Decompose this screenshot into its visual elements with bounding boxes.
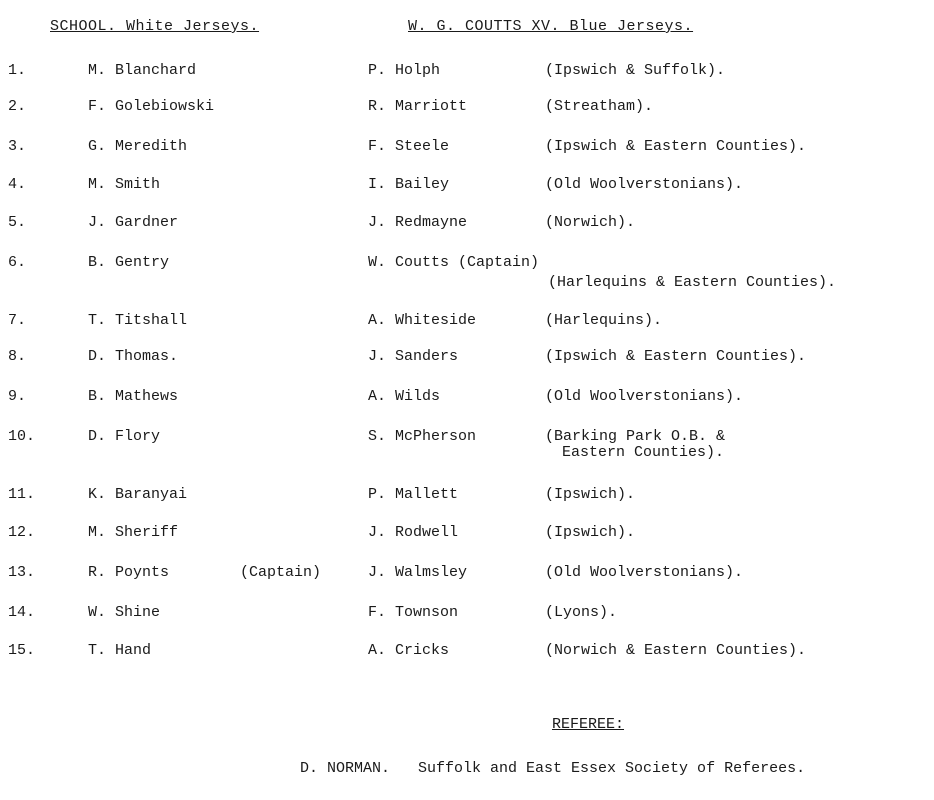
position-number: 8.: [8, 348, 27, 365]
visitor-player: J. Sanders: [368, 348, 459, 365]
school-player: G. Meredith: [88, 138, 188, 155]
visitor-player: A. Whiteside: [368, 312, 477, 329]
school-player: D. Thomas.: [88, 348, 179, 365]
school-player: T. Titshall: [88, 312, 188, 329]
visitor-player: W. Coutts (Captain): [368, 254, 540, 271]
visitor-club: (Barking Park O.B. &: [545, 428, 726, 445]
visitor-club: (Ipswich).: [545, 524, 636, 541]
position-number: 5.: [8, 214, 27, 231]
school-player: B. Mathews: [88, 388, 179, 405]
visitor-player: A. Cricks: [368, 642, 450, 659]
visitor-club: Eastern Counties).: [562, 444, 725, 461]
position-number: 3.: [8, 138, 27, 155]
visitor-club: (Ipswich & Eastern Counties).: [545, 348, 807, 365]
referee-label: REFEREE:: [552, 716, 625, 733]
visitor-player: J. Walmsley: [368, 564, 468, 581]
position-number: 4.: [8, 176, 27, 193]
referee-name: D. NORMAN.: [300, 760, 391, 777]
school-player: D. Flory: [88, 428, 161, 445]
visitor-club: (Ipswich).: [545, 486, 636, 503]
school-player: B. Gentry: [88, 254, 170, 271]
visitor-club: (Lyons).: [545, 604, 618, 621]
visitor-club: (Old Woolverstonians).: [545, 564, 744, 581]
school-player: T. Hand: [88, 642, 152, 659]
position-number: 13.: [8, 564, 36, 581]
visitor-club: (Old Woolverstonians).: [545, 388, 744, 405]
position-number: 6.: [8, 254, 27, 271]
school-player: K. Baranyai: [88, 486, 188, 503]
visitor-player: J. Rodwell: [368, 524, 459, 541]
position-number: 10.: [8, 428, 36, 445]
visitor-player: R. Marriott: [368, 98, 468, 115]
position-number: 12.: [8, 524, 36, 541]
visitor-club: (Norwich).: [545, 214, 636, 231]
school-player: W. Shine: [88, 604, 161, 621]
visitor-player: F. Townson: [368, 604, 459, 621]
visitor-club: (Ipswich & Eastern Counties).: [545, 138, 807, 155]
position-number: 7.: [8, 312, 27, 329]
school-player: M. Sheriff: [88, 524, 179, 541]
visitor-player: I. Bailey: [368, 176, 450, 193]
visitor-player: F. Steele: [368, 138, 450, 155]
visitors-header: W. G. COUTTS XV. Blue Jerseys.: [408, 18, 694, 35]
position-number: 1.: [8, 62, 27, 79]
position-number: 9.: [8, 388, 27, 405]
captain-note: (Captain): [240, 564, 322, 581]
visitor-club: (Ipswich & Suffolk).: [545, 62, 726, 79]
visitor-club: (Old Woolverstonians).: [545, 176, 744, 193]
position-number: 14.: [8, 604, 36, 621]
position-number: 11.: [8, 486, 36, 503]
visitor-player: P. Mallett: [368, 486, 459, 503]
visitor-player: J. Redmayne: [368, 214, 468, 231]
school-player: F. Golebiowski: [88, 98, 215, 115]
visitor-player: S. McPherson: [368, 428, 477, 445]
visitor-club: (Norwich & Eastern Counties).: [545, 642, 807, 659]
visitor-club: (Harlequins).: [545, 312, 663, 329]
position-number: 15.: [8, 642, 36, 659]
school-player: J. Gardner: [88, 214, 179, 231]
visitor-player: A. Wilds: [368, 388, 441, 405]
school-header: SCHOOL. White Jerseys.: [50, 18, 260, 35]
school-player: M. Smith: [88, 176, 161, 193]
school-player: R. Poynts: [88, 564, 170, 581]
visitor-player: P. Holph: [368, 62, 441, 79]
school-player: M. Blanchard: [88, 62, 197, 79]
position-number: 2.: [8, 98, 27, 115]
visitor-club: (Harlequins & Eastern Counties).: [548, 274, 837, 291]
visitor-club: (Streatham).: [545, 98, 654, 115]
referee-society: Suffolk and East Essex Society of Referees.: [418, 760, 806, 777]
referee-line: [300, 760, 805, 777]
